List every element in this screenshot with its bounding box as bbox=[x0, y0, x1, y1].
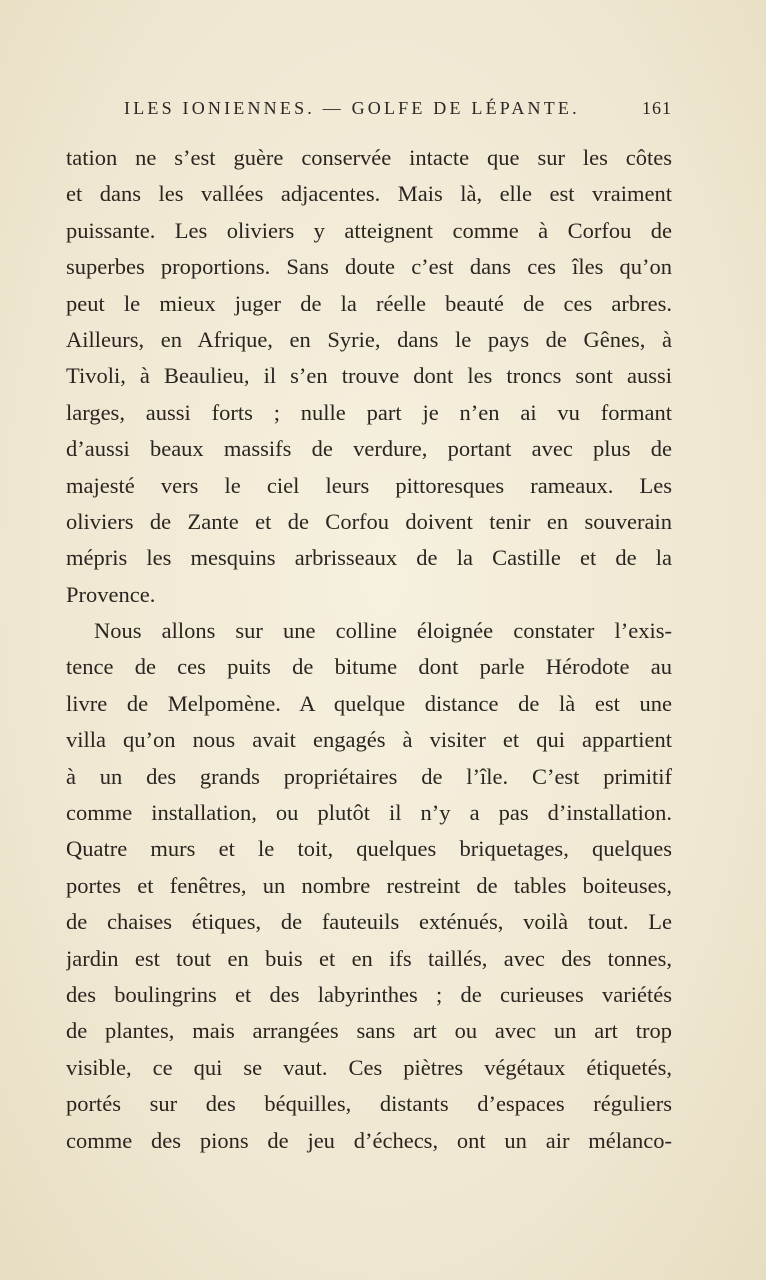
text-line: et dans les vallées adjacentes. Mais là, elle est vraiment bbox=[66, 181, 672, 207]
text-line: majesté vers le ciel leurs pittoresques rameaux. Les bbox=[66, 472, 672, 498]
running-title: ILES IONIENNES. — GOLFE DE LÉPANTE. bbox=[124, 98, 580, 118]
text-line: visible, ce qui se vaut. Ces piètres végétaux étiquetés, bbox=[66, 1054, 672, 1080]
text-line: Provence. bbox=[66, 581, 156, 607]
text-line: jardin est tout en buis et en ifs taillés, avec des tonnes, bbox=[66, 945, 672, 971]
text-line: de plantes, mais arrangées sans art ou avec un art trop bbox=[66, 1018, 672, 1044]
text-line: superbes proportions. Sans doute c’est dans ces îles qu’on bbox=[66, 254, 672, 280]
page-number: 161 bbox=[642, 98, 672, 118]
text-line: des boulingrins et des labyrinthes ; de curieuses variétés bbox=[66, 981, 672, 1007]
text-line: Tivoli, à Beaulieu, il s’en trouve dont les troncs sont aussi bbox=[66, 363, 672, 389]
paragraph-2 bbox=[66, 613, 672, 1159]
text-line: portés sur des béquilles, distants d’espaces réguliers bbox=[66, 1091, 672, 1117]
text-line: livre de Melpomène. A quelque distance de là est une bbox=[66, 690, 672, 716]
text-line: tence de ces puits de bitume dont parle Hérodote au bbox=[66, 654, 672, 680]
text-line: larges, aussi forts ; nulle part je n’en ai vu formant bbox=[66, 399, 672, 425]
text-line: à un des grands propriétaires de l’île. C’est primitif bbox=[66, 763, 672, 789]
text-line: comme des pions de jeu d’échecs, ont un air mélanco- bbox=[66, 1127, 672, 1153]
text-line: mépris les mesquins arbrisseaux de la Castille et de la bbox=[66, 545, 672, 571]
text-line: Ailleurs, en Afrique, en Syrie, dans le pays de Gênes, à bbox=[66, 326, 672, 352]
paragraph-1 bbox=[66, 140, 672, 613]
text-line: tation ne s’est guère conservée intacte que sur les côtes bbox=[66, 145, 672, 170]
text-line: portes et fenêtres, un nombre restreint de tables boiteuses, bbox=[66, 872, 672, 898]
text-line: oliviers de Zante et de Corfou doivent tenir en souverain bbox=[66, 508, 672, 534]
text-line: Quatre murs et le toit, quelques briquetages, quelques bbox=[66, 836, 672, 862]
text-line: de chaises étiques, de fauteuils exténués, voilà tout. Le bbox=[66, 909, 672, 935]
text-line: puissante. Les oliviers y atteignent comme à Corfou de bbox=[66, 217, 672, 243]
text-line: d’aussi beaux massifs de verdure, portant avec plus de bbox=[66, 436, 672, 462]
running-head bbox=[124, 98, 672, 128]
text-line: villa qu’on nous avait engagés à visiter et qui appartient bbox=[66, 727, 672, 753]
text-line: comme installation, ou plutôt il n’y a pas d’installation. bbox=[66, 800, 672, 826]
text-line: Nous allons sur une colline éloignée constater l’exis- bbox=[94, 618, 672, 644]
text-line: peut le mieux juger de la réelle beauté de ces arbres. bbox=[66, 290, 672, 316]
text-body bbox=[66, 140, 672, 1159]
